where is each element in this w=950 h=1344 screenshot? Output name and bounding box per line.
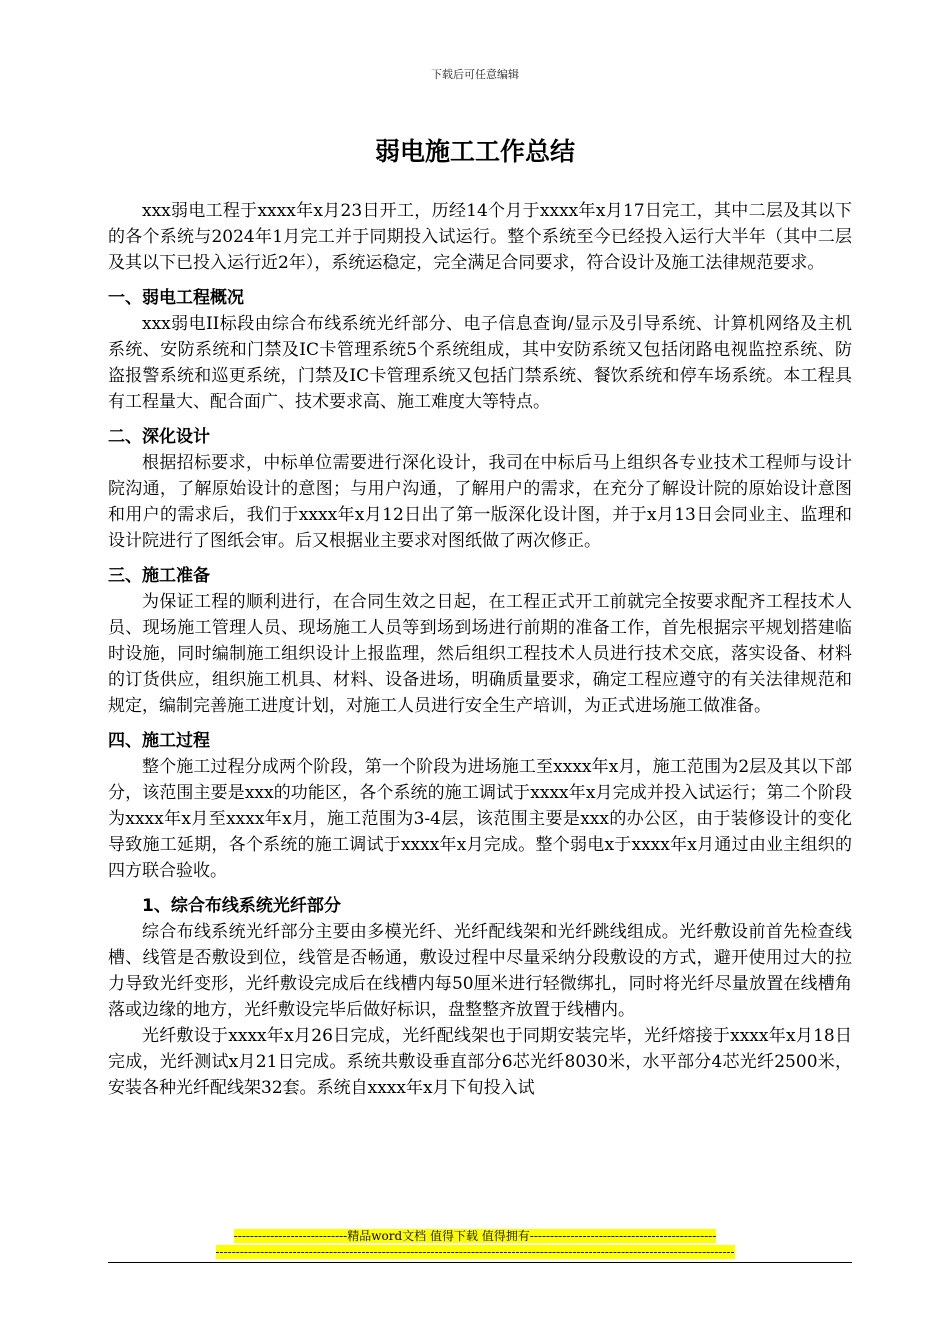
section-paragraph: xxx弱电II标段由综合布线系统光纤部分、电子信息查询/显示及引导系统、计算机网络及主机系统、安防系统和门禁及IC卡管理系统5个系统组成，其中安防系统又包括闭路电视监控系统、防盗报警系统和巡更系统，门禁及IC卡管理系统又包括门禁系统、餐饮系统和停车场系统。本工程具有工程量大、配合面广、技术要求高、施工难度大等特点。 (108, 314, 852, 412)
section-heading: 三、施工准备 (108, 566, 210, 586)
section-paragraph: 整个施工过程分成两个阶段，第一个阶段为进场施工至xxxx年x月，施工范围为2层及其以下部分，该范围主要是xxx的功能区，各个系统的施工调试于xxxx年x月完成并投入试运行；第二个阶段为xxxx年x月至xxxx年x月，施工范围为3-4层，该范围主要是xxx的办公区，由于装修设计的变化导致施工延期，各个系统的施工调试于xxxx年x月完成。整个弱电x于xxxx年x月通过由业主组织的四方联合验收。 (108, 757, 852, 881)
section-paragraph: 为保证工程的顺利进行，在合同生效之日起，在工程正式开工前就完全按要求配齐工程技术人员、现场施工管理人员、现场施工人员等到场到场进行前期的准备工作，首先根据宗平规划搭建临时设施，同时编制施工组织设计上报监理，然后组织工程技术人员进行技术交底，落实设备、材料的订货供应，组织施工机具、材料、设备进场，明确质量要求，确定工程应遵守的有关法律规范和规定，编制完善施工进度计划，对施工人员进行安全生产培训，为正式进场施工做准备。 (108, 592, 852, 716)
footer-banner-line: ----------------------------精品word文档 值得下载 值得拥有---------------------------------------------- (233, 1229, 717, 1243)
footer-banner (0, 1228, 950, 1260)
section-heading: 二、深化设计 (108, 427, 210, 447)
section-heading: 一、弱电工程概况 (108, 288, 244, 308)
section-heading: 四、施工过程 (108, 731, 210, 751)
subsection-paragraph: 综合布线系统光纤部分主要由多模光纤、光纤配线架和光纤跳线组成。光纤敷设前首先检查线槽、线管是否敷设到位，线管是否畅通，敷设过程中尽量采纳分段敷设的方式，避开使用过大的拉力导致光纤变形，光纤敷设完成后在线槽内每50厘米进行轻微绑扎，同时将光纤尽量放置在线槽角落或边缘的地方，光纤敷设完毕后做好标识，盘整整齐放置于线槽内。 (108, 922, 852, 1020)
section-paragraph: 根据招标要求，中标单位需要进行深化设计，我司在中标后马上组织各专业技术工程师与设计院沟通，了解原始设计的意图；与用户沟通，了解用户的需求，在充分了解设计院的原始设计意图和用户的需求后，我们于xxxx年x月12日出了第一版深化设计图，并于x月13日会同业主、监理和设计院进行了图纸会审。后又根据业主要求对图纸做了两次修正。 (108, 453, 852, 551)
intro-paragraph: xxx弱电工程于xxxx年x月23日开工，历经14个月于xxxx年x月17日完工，其中二层及其以下的各个系统与2024年1月完工并于同期投入试运行。整个系统至今已经投入运行大半年（其中二层及其以下已投入运行近2年），系统运稳定，完全满足合同要求，符合设计及施工法律规范要求。 (108, 201, 852, 273)
page-header-note: 下载后可任意编辑 (431, 68, 519, 81)
document-body (108, 198, 852, 1101)
subsection-heading: 1、综合布线系统光纤部分 (142, 896, 341, 916)
document-title: 弱电施工工作总结 (374, 137, 575, 166)
footer-banner-line: -------------------------------------------------------------------------------------------------------------------------------- (215, 1245, 735, 1259)
footer-divider (108, 1262, 852, 1263)
subsection-paragraph: 光纤敷设于xxxx年x月26日完成，光纤配线架也于同期安装完毕，光纤熔接于xxxx年x月18日完成，光纤测试x月21日完成。系统共敷设垂直部分6芯光纤8030米，水平部分4芯光纤2500米，安装各种光纤配线架32套。系统自xxxx年x月下旬投入试 (108, 1026, 852, 1098)
